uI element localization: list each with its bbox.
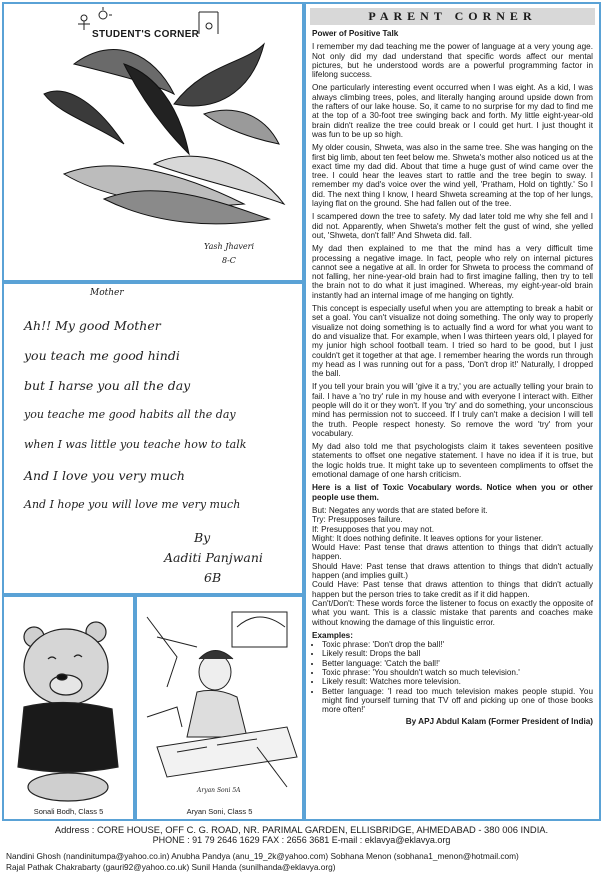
example-item: • Toxic phrase: 'Don't drop the ball!' bbox=[322, 640, 593, 649]
article-paragraph: If you tell your brain you will 'give it a try,' you are actually telling your brain to fail. I have a 'no try' rule in my house and with everyone I interact with. Either people will do it or they won't. If you 'try' and do something, your unconscious mind has permission not to succeed. If I truly can't make a decision I will tell the truth. People respect honesty. So remove the word 'try' from your vocabulary. bbox=[312, 382, 593, 438]
drawing-caption: Aryan Soni, Class 5 bbox=[186, 807, 253, 816]
poem-sign-off: By bbox=[194, 530, 211, 545]
leaves-drawing bbox=[44, 44, 284, 224]
footer-address: Address : CORE HOUSE, OFF C. G. ROAD, NR. PARIMAL GARDEN, ELLISBRIDGE, AHMEDABAD - 380 006 INDIA. bbox=[54, 824, 549, 835]
poem-author: Aaditi Panjwani bbox=[164, 550, 263, 565]
poem-line: but I harse you all the day bbox=[24, 378, 191, 393]
toxic-word-item: Could Have: Past tense that draws attention to things that didn't actually happen but the person tries to take credit as if it did happen. bbox=[312, 580, 593, 599]
toxic-word-item: If: Presupposes that you may not. bbox=[312, 524, 434, 534]
toxic-word-item: Can't/Don't: These words force the listener to focus on exactly the opposite of what you want. This is a classic mistake that parents and coaches make without knowing the damage of this linguistic error. bbox=[312, 598, 593, 627]
artwork-signature: Yash Jhaveri bbox=[204, 242, 254, 251]
child-figure-icon bbox=[81, 15, 87, 21]
article-paragraph: One particularly interesting event occurred when I was eight. As a kid, I was always climbing trees, poles, and literally hanging around upside down from the rafters of our lake house. So, it came to no surprise for my dad to find me at the top of a 30-foot tree swinging back and forth. My little eight-year-old brain didn't realize the tree could break or I could get hurt. I just thought it was fun to be up so high. bbox=[312, 83, 593, 139]
footer-contact: PHONE : 91 79 2646 1629 FAX : 2656 3681 E-mail : eklavya@eklavya.org bbox=[152, 835, 451, 845]
students-corner-artwork bbox=[4, 4, 302, 280]
poem-line: you teache me good habits all the day bbox=[24, 408, 236, 421]
toxic-list-heading: Here is a list of Toxic Vocabulary words. Notice when you or other people use them. bbox=[312, 483, 593, 502]
footer bbox=[2, 821, 601, 880]
article-paragraph: My older cousin, Shweta, was also in the same tree. She was hanging on the first big limb, about ten feet below me. Shweta's mother also noticed us at the exact time my dad did. About that time a huge gust of wind came over the tree. I could hear the leaves start to rattle and the tree begin to sway. I remember my dad's voice over the wind yell, 'Pratham, Hold on tightly.' So I did. The next thing I know, I heard Shweta screaming at the top of her lungs, laying flat on the ground. She had fallen out of the tree. bbox=[312, 143, 593, 209]
poem-line: And I love you very much bbox=[24, 468, 185, 483]
poem-line: when I was little you teache how to talk bbox=[24, 438, 247, 451]
sun-icon bbox=[99, 11, 107, 19]
example-item: • Likely result: Drops the ball bbox=[322, 649, 593, 658]
poem-line: Ah!! My good Mother bbox=[24, 318, 161, 333]
article-paragraph: This concept is especially useful when you are attempting to break a habit or set a goal. You can't visualize not doing something. The only way to properly visualize not doing something is to actually find a word for what you want to do and visualize that. For example, when I was thirteen years old, I played for my junior high school football team. I tried so hard to be good, but I just couldn't get it together at that age. I remember hearing the words run through my head as I was running out for a pass, 'Don't drop it!' Naturally, I dropped the ball. bbox=[312, 304, 593, 379]
toxic-word-item: Might: It does nothing definite. It leaves options for your listener. bbox=[312, 533, 544, 543]
drawing-caption: Sonali Bodh, Class 5 bbox=[33, 807, 104, 816]
example-item: • Better language: 'I read too much television makes people stupid. You might find yourself turning that TV off and picking up one of those books more often!' bbox=[322, 687, 593, 715]
poem-class: 6B bbox=[204, 570, 222, 585]
bear-drawing bbox=[4, 597, 133, 802]
article-paragraph: My dad also told me that psychologists claim it takes seventeen positive statements to offset one negative statement. I have no idea if it is true, but the logic holds true. It might take up to seventeen compliments to offset the emotional damage of one harsh criticism. bbox=[312, 442, 593, 480]
article-paragraph: I remember my dad teaching me the power of language at a very young age. Not only did my dad understand that specific words affect our mental pictures, but he understood words are a powerful programming factor in lifelong success. bbox=[312, 42, 593, 80]
toxic-word-item: Try: Presupposes failure. bbox=[312, 515, 403, 525]
article-attribution: By APJ Abdul Kalam (Former President of India) bbox=[405, 717, 593, 727]
parent-corner-panel bbox=[304, 2, 601, 821]
footer-people-line: Nandini Ghosh (nandinitumpa@yahoo.co.in) Anubha Pandya (anu_19_2k@yahoo.com) Sobhana Menon (sobhana1_menon@hotmail.com) bbox=[6, 851, 519, 861]
students-corner-panel bbox=[2, 2, 304, 282]
example-item: • Better language: 'Catch the ball!' bbox=[322, 659, 593, 668]
article-paragraph: I scampered down the tree to safety. My dad later told me why she fell and I did not. Apparently, when Shweta's mother felt the gust of wind, she yelled out, 'Shweta, don't fall!' And Shweta did. fall. bbox=[312, 212, 593, 240]
poem-title: Mother bbox=[90, 288, 124, 298]
poem-panel bbox=[2, 282, 304, 595]
toxic-word-item: Would Have: Past tense that draws attention to things that didn't actually happen. bbox=[312, 543, 593, 562]
toxic-word-item: But: Negates any words that are stated before it. bbox=[312, 505, 488, 515]
drawing-signature: Aryan Soni 5A bbox=[197, 787, 241, 794]
poem-line: And I hope you will love me very much bbox=[24, 498, 241, 511]
example-item: • Likely result: Watches more television. bbox=[322, 677, 593, 686]
example-item: • Toxic phrase: 'You shouldn't watch so much television.' bbox=[322, 668, 593, 677]
article-subtitle: Power of Positive Talk bbox=[312, 29, 399, 38]
boy-studying-drawing bbox=[137, 597, 302, 802]
drawing-panel-pooh bbox=[2, 595, 135, 821]
students-corner-title: STUDENT'S CORNER bbox=[92, 29, 200, 40]
parent-corner-heading: PARENT CORNER bbox=[310, 8, 595, 25]
artwork-class: 8-C bbox=[222, 256, 236, 265]
poem-line: you teach me good hindi bbox=[24, 348, 180, 363]
drawing-panel-study bbox=[135, 595, 304, 821]
footer-people-line: Rajal Pathak Chakrabarty (gauri92@yahoo.co.uk) Sunil Handa (sunilhanda@eklavya.org) bbox=[6, 862, 336, 872]
examples-heading: Examples: bbox=[312, 630, 353, 640]
toxic-word-item: Should Have: Past tense that draws attention to things that didn't actually happen (and implies guilt.) bbox=[312, 561, 593, 581]
article-paragraph: My dad then explained to me that the mind has a very difficult time processing a negative image. In fact, people who rely on internal pictures cannot see a negative at all. In order for Shweta to process the command of not falling, her nine-year-old brain had to first imagine falling, then try to tell the brain not to do what it just imagined. Whereas, my eight-year-old brain instantly had an internal image of me hanging on tightly. bbox=[312, 244, 593, 300]
